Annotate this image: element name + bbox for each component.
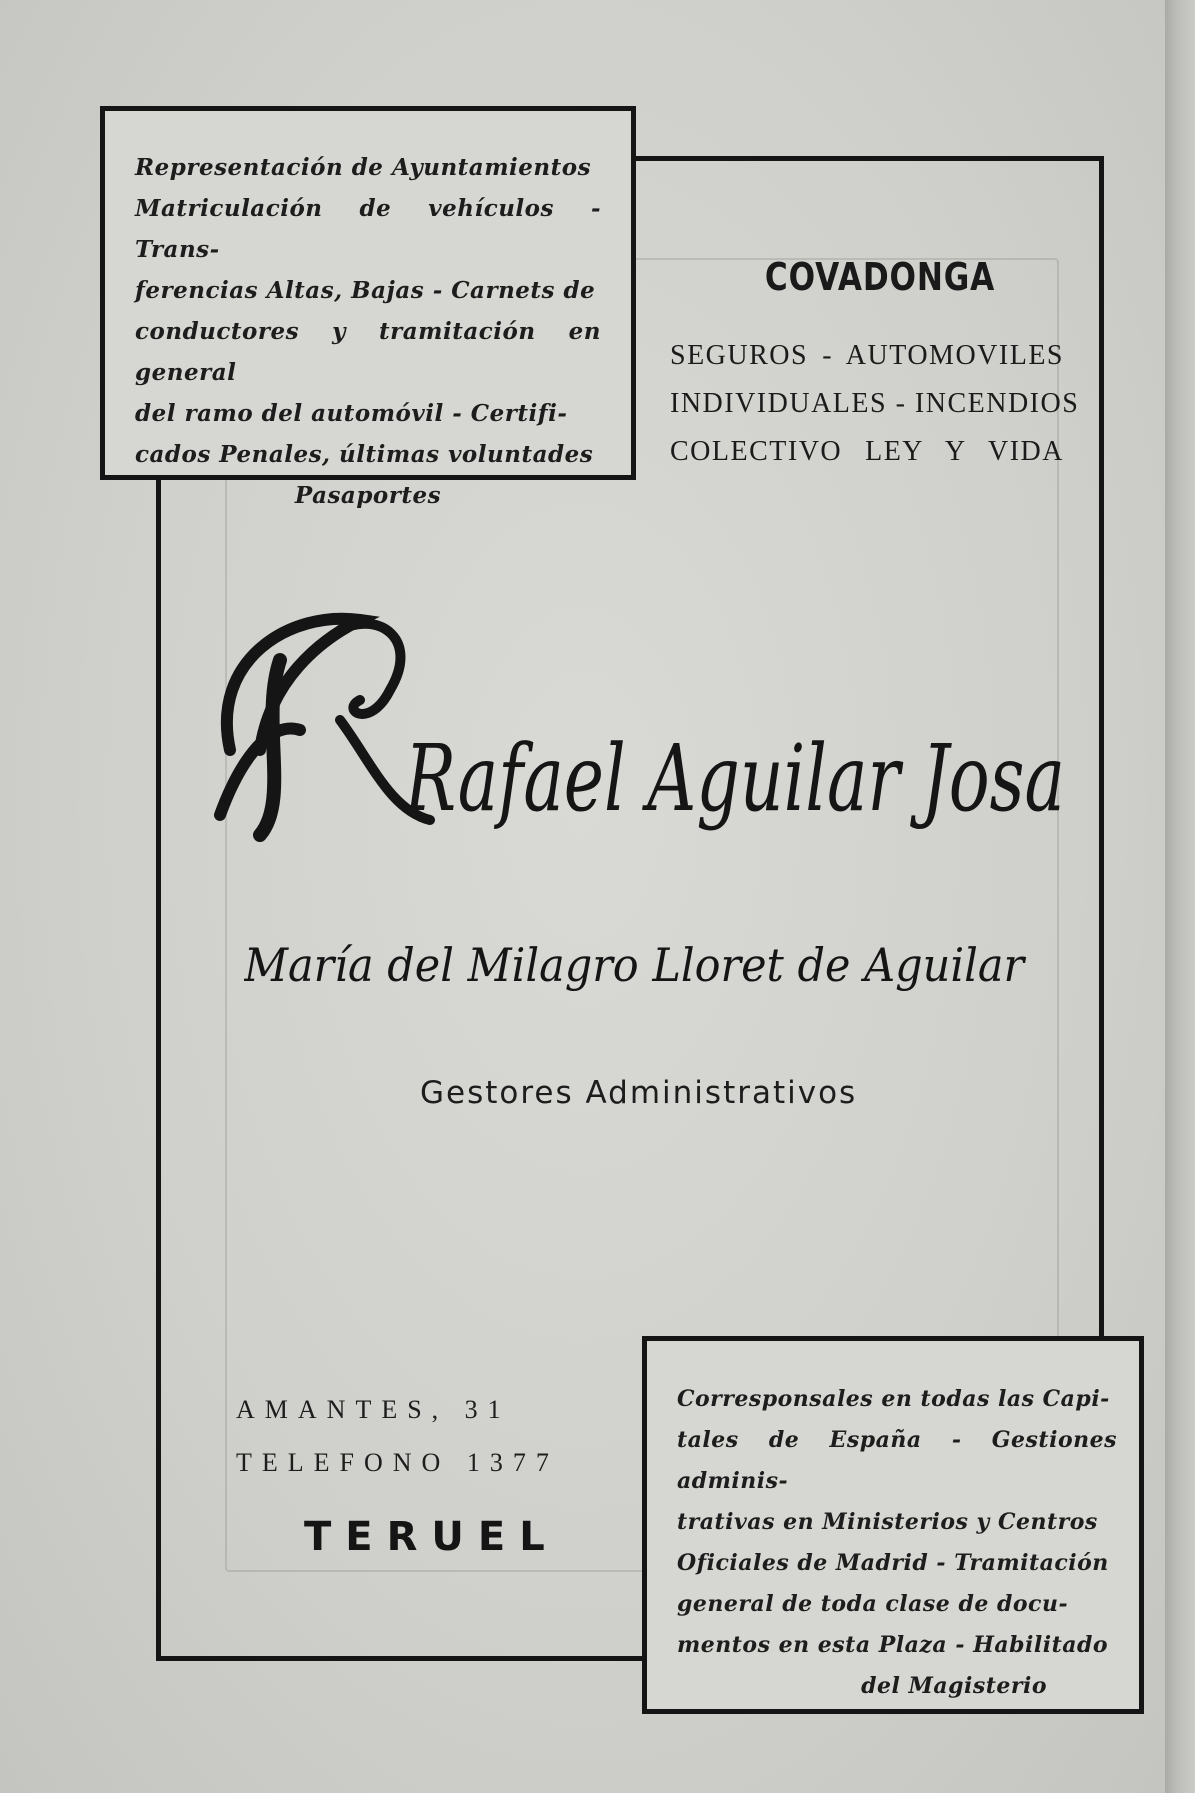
- correspondents-box: [642, 1336, 1144, 1714]
- correspondents-line: tales de España - Gestiones adminis-: [677, 1427, 1117, 1494]
- address-block: [236, 1383, 570, 1489]
- correspondents-text: [677, 1379, 1117, 1707]
- partner-name-text: María del Milagro Lloret de Aguilar: [244, 938, 1027, 992]
- correspondents-line: general de toda clase de docu-: [677, 1591, 1069, 1617]
- services-last-line: Pasaportes: [294, 482, 442, 509]
- services-line: Representación de Ayuntamientos: [135, 154, 592, 181]
- correspondents-line: Corresponsales en todas las Capi-: [677, 1386, 1110, 1412]
- header-name-logo: [200, 600, 1100, 860]
- services-line: conductores y tramitación en general: [135, 318, 601, 386]
- address-street: AMANTES, 31: [236, 1395, 511, 1424]
- correspondents-line: trativas en Ministerios y Centros: [677, 1509, 1098, 1535]
- correspondents-last-line: del Magisterio: [861, 1673, 1047, 1699]
- insurance-company-name: COVADONGA: [764, 255, 996, 299]
- insurance-line: SEGUROS - AUTOMOVILES: [670, 340, 1064, 371]
- services-box: [100, 106, 636, 509]
- header-name-text: Rafael Aguilar Josa: [403, 725, 1065, 832]
- partner-name-script: [244, 915, 1044, 1005]
- services-line: ferencias Altas, Bajas - Carnets de: [135, 277, 596, 304]
- profession-label: Gestores Administrativos: [420, 1075, 858, 1111]
- insurance-line: INDIVIDUALES - INCENDIOS: [670, 388, 1080, 419]
- address-city: TERUEL: [304, 1514, 559, 1560]
- services-text: [135, 147, 601, 516]
- address-phone: TELEFONO 1377: [236, 1448, 559, 1477]
- page-edge-shadow: [1165, 0, 1195, 1793]
- services-line: Matriculación de vehículos - Trans-: [135, 195, 601, 263]
- header-name-script: [200, 600, 1100, 860]
- correspondents-line: mentos en esta Plaza - Habilitado: [677, 1632, 1109, 1658]
- insurance-lines: [670, 332, 1080, 476]
- correspondents-line: Oficiales de Madrid - Tramitación: [677, 1550, 1109, 1576]
- services-line: cados Penales, últimas voluntades: [135, 441, 594, 468]
- partner-name-logo: [244, 915, 1044, 1005]
- insurance-line: COLECTIVO LEY Y VIDA: [670, 436, 1064, 467]
- services-line: del ramo del automóvil - Certifi-: [135, 400, 568, 427]
